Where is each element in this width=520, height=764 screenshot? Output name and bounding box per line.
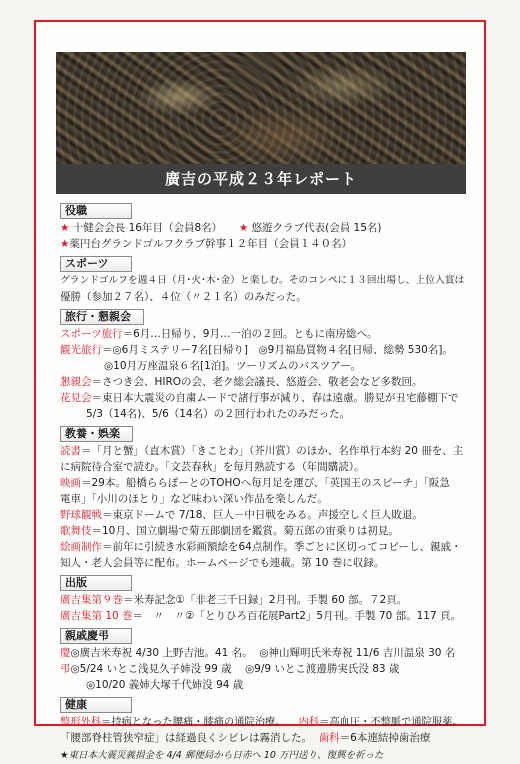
cho-label: 弔: [60, 663, 71, 675]
family-cho: [60, 661, 466, 677]
travel-hanami: [60, 390, 466, 406]
family-kei: [60, 645, 466, 661]
fabric-banner-image: [56, 52, 466, 164]
publishing-vol10: [60, 608, 466, 624]
report-content: [60, 199, 466, 764]
vol10-text: ＝ 〃 〃②「とりひろ百花展Part2」5月刊。手製 70 部。117 頁。: [132, 610, 461, 622]
position-yuyuclub: 悠遊クラブ代表(会員 15名): [251, 222, 382, 234]
health-ortho: [60, 714, 466, 730]
party-label: 懇親会: [60, 376, 92, 388]
art-text-2: 知人・老人会員等に配布。ホームページでも連載。第 10 巻に収録。: [60, 557, 385, 569]
culture-baseball: [60, 507, 466, 523]
culture-reading: [60, 443, 466, 459]
publishing-vol9: [60, 592, 466, 608]
star-icon: ★: [60, 238, 70, 250]
star-icon: ★: [238, 222, 249, 234]
culture-movie: [60, 475, 466, 491]
dental-label: 歯科: [318, 732, 340, 744]
position-groundgolf: 薬円台グランドゴルフクラブ幹事１２年目（会員１４０名）: [69, 238, 353, 250]
section-health: [60, 695, 466, 746]
section-heading-culture: 教養・娯楽: [60, 426, 133, 442]
positions-line-2: [60, 236, 466, 252]
section-positions: [60, 201, 466, 252]
hanami-text-1: ＝東日本大震災の自粛ムードで諸行事が減り、春は遠慮。勝見が丑宅藤棚下で: [91, 392, 459, 404]
reading-label: 読書: [60, 445, 81, 457]
dental-text: ＝6本連結掉歯治療: [339, 732, 431, 744]
travel-sports-trip: [60, 326, 466, 342]
sports-text-2: 優勝（参加２７名）、４位（〃２１名）のみだった。: [60, 291, 307, 303]
vol9-text: ＝米寿記念①「非老三千日録」2月刊。手製 60 部。７2頁。: [123, 594, 408, 606]
sports-trip-label: スポーツ旅行: [60, 328, 123, 340]
kabuki-text: ＝10月、国立劇場で菊五郎劇団を鑑賞。菊五郎の宙乗りは初見。: [91, 525, 399, 537]
culture-art: [60, 539, 466, 555]
movie-text-2: 電車」「小川のほとり」など味わい深い作品を楽しんだ。: [60, 493, 328, 505]
kei-text-a: ◎廣吉米寿祝 4/30 上野吉池。41 名。: [70, 647, 253, 659]
section-heading-health: 健康: [60, 697, 132, 713]
movie-label: 映画: [60, 477, 81, 489]
party-text: ＝さつき会、HIROの会、老ク総会議長、悠遊会、敬老会など多数回。: [91, 376, 423, 388]
section-family: [60, 626, 466, 693]
sightseeing-text-2: ◎10月万座温泉６名[1泊]。ツーリズムのバスツアー。: [104, 360, 361, 372]
culture-kabuki: [60, 523, 466, 539]
reading-text-2: に病院待合室で読む。「文芸春秋」を毎月熟読する（年間購読）。: [60, 461, 365, 473]
star-icon: ★: [60, 222, 70, 234]
baseball-text: ＝東京ドームで 7/18、巨人－中日戦をみる。声援空しく巨人敗退。: [102, 509, 423, 521]
ortho-label: 整形外科: [60, 716, 102, 728]
kei-text-b: ◎神山輝明氏米寿祝 11/6 吉川温泉 30 名: [259, 647, 456, 659]
art-text-1: ＝前年に引続き水彩画額絵を64点制作。季ごとに区切ってコピーし、親戚・: [102, 541, 462, 553]
hanami-text-2: 5/3（14名)、5/6（14名）の２回行われたのみだった。: [86, 408, 351, 420]
art-label: 絵画制作: [60, 541, 102, 553]
vol10-label: 廣吉集第 10 巻: [60, 610, 133, 622]
sports-trip-text: ＝6月…日帰り、9月…一泊の２回。ともに南房総へ。: [122, 328, 378, 340]
reading-text-1: ＝「月と蟹」（直木賞）「きことわ」（芥川賞）のほか、名作単行本約 20 冊を、主: [81, 445, 464, 457]
section-publishing: [60, 573, 466, 624]
kei-label: 慶: [60, 647, 71, 659]
hanami-label: 花見会: [60, 392, 92, 404]
sightseeing-text-1: ＝◎6月ミステリー7名[日帰り] ◎9月福島買物４名[日帰、総勢 530名]。: [102, 344, 453, 356]
ortho-text: ＝持病となった腰痛・膝痛の通院治療。: [101, 716, 286, 728]
report-sheet: [34, 20, 486, 761]
section-culture: [60, 424, 466, 571]
movie-text-1: ＝29本。船橋ららぽーとのTOHOへ毎月足を運び、「英国王のスピーチ」「阪急: [81, 477, 450, 489]
baseball-label: 野球観戦: [60, 509, 102, 521]
section-heading-travel: 旅行・懇親会: [60, 309, 144, 325]
vol9-label: 廣吉集第９巻: [60, 594, 123, 606]
section-travel: [60, 307, 466, 422]
cho-text-c: ◎10/20 義姉大塚千代姉没 94 歳: [86, 679, 244, 691]
health-spine-dental: [60, 730, 466, 746]
positions-line-1: [60, 220, 466, 236]
footer-note: ★東日本大震災義捐金を 4/4 郵便局から日赤へ 10 万円送り、復興を祈った: [60, 750, 384, 761]
kabuki-label: 歌舞伎: [60, 525, 92, 537]
travel-party: [60, 374, 466, 390]
report-title: 廣吉の平成２３年レポート: [56, 164, 466, 194]
internal-label: 内科: [298, 716, 320, 728]
section-sports: [60, 254, 466, 305]
spine-text: 「腰部脊柱管狭窄症」は経過良くシビレは霧消した。: [60, 732, 312, 744]
travel-sightseeing: [60, 342, 466, 358]
position-kenkoukai: 十健会会長 16年目（会員8名）: [72, 222, 223, 234]
internal-text: ＝高血圧・不整脈で通院服薬。: [319, 716, 463, 728]
sports-text-1: グランドゴルフを週４日（月･火･木･金）と楽しむ。そのコンペに１３回出場し、上位入賞は: [60, 275, 465, 286]
sightseeing-label: 観光旅行: [60, 344, 102, 356]
section-heading-positions: 役職: [60, 203, 132, 219]
cho-text-a: ◎5/24 いとこ浅見久子姉没 99 歳: [70, 663, 232, 675]
section-heading-family: 親戚慶弔: [60, 628, 132, 644]
section-heading-sports: スポーツ: [60, 256, 132, 272]
section-heading-publishing: 出版: [60, 575, 132, 591]
cho-text-b: ◎9/9 いとこ渡邊勝実氏没 83 歳: [244, 663, 400, 675]
